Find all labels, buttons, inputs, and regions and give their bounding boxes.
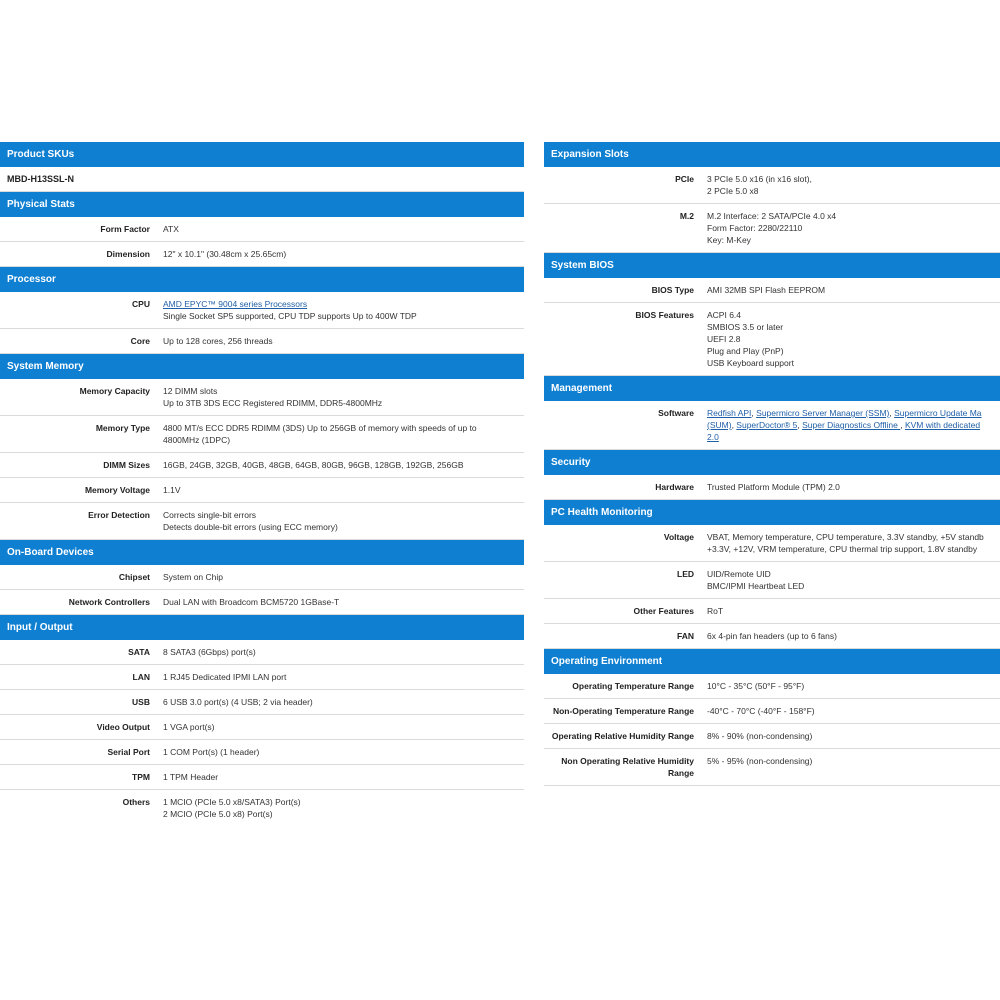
spec-label: Non-Operating Temperature Range [552, 706, 694, 716]
spec-value [150, 329, 273, 353]
spec-value-line: 5% - 95% (non-condensing) [707, 756, 813, 766]
spec-label: Chipset [118, 572, 150, 582]
spec-value [694, 562, 804, 598]
spec-label: Network Controllers [68, 597, 150, 607]
spec-row-sata [0, 640, 524, 665]
spec-row-voltage [544, 525, 1000, 562]
spec-value-line: ATX [163, 224, 179, 234]
spec-label: Operating Relative Humidity Range [551, 731, 694, 741]
spec-value-line: Up to 3TB 3DS ECC Registered RDIMM, DDR5-4800MHz [163, 398, 383, 408]
spec-label: FAN [677, 631, 694, 641]
spec-label: Memory Voltage [84, 485, 150, 495]
spec-row-network-controllers [0, 590, 524, 615]
spec-row-bios-features [544, 303, 1000, 376]
spec-value-line: 1 COM Port(s) (1 header) [163, 747, 260, 757]
spec-row-memory-voltage [0, 478, 524, 503]
separator-text: , [900, 420, 905, 430]
spec-value [150, 590, 339, 614]
separator-text: , [889, 408, 895, 418]
section-header-product-skus: Product SKUs [0, 142, 524, 167]
spec-value-line: SMBIOS 3.5 or later [707, 322, 784, 332]
spec-value [694, 401, 982, 449]
spec-value-line: Form Factor: 2280/22110 [707, 223, 803, 233]
spec-value [150, 565, 223, 589]
spec-label: Software [658, 408, 694, 418]
spec-label: Non Operating Relative Humidity Range [561, 756, 694, 778]
section-header-processor: Processor [0, 267, 524, 292]
spec-value [150, 665, 286, 689]
spec-value [694, 749, 812, 785]
spec-value-line: Up to 128 cores, 256 threads [163, 336, 273, 346]
spec-row-dimm-sizes [0, 453, 524, 478]
spec-value [150, 765, 218, 789]
spec-label: DIMM Sizes [103, 460, 150, 470]
section-header-physical-stats: Physical Stats [0, 192, 524, 217]
spec-value-line: 16GB, 24GB, 32GB, 40GB, 48GB, 64GB, 80GB, 96GB, 128GB, 192GB, 256GB [163, 460, 464, 470]
spec-value [150, 453, 464, 477]
spec-value [150, 416, 477, 452]
spec-row-fan [544, 624, 1000, 649]
section-header-operating-environment: Operating Environment [544, 649, 1000, 674]
spec-value [694, 599, 723, 623]
spec-label: Memory Type [95, 423, 150, 433]
software-link[interactable]: Redfish API [707, 408, 752, 418]
spec-row-video-output [0, 715, 524, 740]
software-link[interactable]: (SUM) [707, 420, 732, 430]
spec-value-line: 6 USB 3.0 port(s) (4 USB; 2 via header) [163, 697, 313, 707]
spec-value [150, 740, 259, 764]
spec-value [150, 503, 338, 539]
spec-row-non-operating-relative-humidity-range [544, 749, 1000, 786]
spec-row-core [0, 329, 524, 354]
spec-value-line: 12 DIMM slots [163, 386, 218, 396]
spec-row-lan [0, 665, 524, 690]
right-spec-column [544, 142, 1000, 786]
spec-value-line: UID/Remote UID [707, 569, 771, 579]
spec-value-line: Plug and Play (PnP) [707, 346, 784, 356]
spec-row-led [544, 562, 1000, 599]
spec-value-line: 8 SATA3 (6Gbps) port(s) [163, 647, 256, 657]
separator-text: , [731, 420, 737, 430]
spec-value [150, 242, 286, 266]
spec-value-line [707, 407, 982, 419]
software-link[interactable]: Super Diagnostics Offline [802, 420, 901, 430]
spec-value [694, 624, 837, 648]
spec-row-memory-type [0, 416, 524, 453]
spec-value-line: AMI 32MB SPI Flash EEPROM [707, 285, 826, 295]
spec-value-line: 2 MCIO (PCIe 5.0 x8) Port(s) [163, 809, 273, 819]
spec-value [150, 690, 313, 714]
spec-value-line: 6x 4-pin fan headers (up to 6 fans) [707, 631, 837, 641]
spec-row-others [0, 790, 524, 826]
spec-row-non-operating-temperature-range [544, 699, 1000, 724]
spec-value [694, 204, 836, 252]
spec-value-line: Dual LAN with Broadcom BCM5720 1GBase-T [163, 597, 340, 607]
spec-value-line: 12" x 10.1" (30.48cm x 25.65cm) [163, 249, 287, 259]
spec-label: Others [122, 797, 150, 807]
section-header-security: Security [544, 450, 1000, 475]
spec-label: Memory Capacity [79, 386, 150, 396]
spec-value [694, 525, 984, 561]
spec-value-line: M.2 Interface: 2 SATA/PCIe 4.0 x4 [707, 211, 837, 221]
spec-label: TPM [132, 772, 150, 782]
spec-value-line: 4800 MT/s ECC DDR5 RDIMM (3DS) Up to 256GB of memory with speeds of up to [163, 423, 477, 433]
spec-value-line: Key: M-Key [707, 235, 751, 245]
spec-value [694, 278, 825, 302]
spec-value-line: USB Keyboard support [707, 358, 794, 368]
spec-label: BIOS Type [651, 285, 694, 295]
spec-row-memory-capacity [0, 379, 524, 416]
spec-row-operating-temperature-range [544, 674, 1000, 699]
spec-row-operating-relative-humidity-range [544, 724, 1000, 749]
software-link[interactable]: Supermicro Update Ma [894, 408, 982, 418]
software-link[interactable]: Supermicro Server Manager (SSM) [756, 408, 890, 418]
spec-value [150, 790, 301, 826]
spec-row-serial-port [0, 740, 524, 765]
spec-value-line: System on Chip [163, 572, 223, 582]
spec-label: CPU [132, 299, 150, 309]
spec-row-error-detection [0, 503, 524, 540]
section-header-expansion-slots: Expansion Slots [544, 142, 1000, 167]
section-header-management: Management [544, 376, 1000, 401]
software-link[interactable]: KVM with dedicated [904, 420, 981, 430]
spec-label: Voltage [663, 532, 694, 542]
spec-value-line: Detects double-bit errors (using ECC memory) [163, 522, 338, 532]
spec-value-line: 1 MCIO (PCIe 5.0 x8/SATA3) Port(s) [163, 797, 301, 807]
section-header-pc-health-monitoring: PC Health Monitoring [544, 500, 1000, 525]
spec-value-line: +3.3V, +12V, VRM temperature, CPU thermal trip support, 1.8V standby [707, 544, 978, 554]
spec-row-form-factor [0, 217, 524, 242]
spec-label: Dimension [106, 249, 150, 259]
spec-value-line: -40°C - 70°C (-40°F - 158°F) [707, 706, 815, 716]
spec-value [694, 167, 812, 203]
spec-label: PCIe [675, 174, 694, 184]
spec-value-line: 1 TPM Header [163, 772, 219, 782]
spec-value-line: UEFI 2.8 [707, 334, 741, 344]
spec-label: USB [132, 697, 150, 707]
spec-label: Hardware [655, 482, 694, 492]
spec-label: Core [130, 336, 150, 346]
spec-value [150, 217, 179, 241]
spec-value-line: ACPI 6.4 [707, 310, 742, 320]
spec-value-line: 4800MHz (1DPC) [163, 435, 231, 445]
spec-label: Other Features [633, 606, 694, 616]
spec-value-line: 10°C - 35°C (50°F - 95°F) [707, 681, 805, 691]
spec-value-line: 2 PCIe 5.0 x8 [707, 186, 759, 196]
spec-label: Serial Port [107, 747, 150, 757]
spec-value-line: 1 RJ45 Dedicated IPMI LAN port [163, 672, 287, 682]
spec-value-line: Trusted Platform Module (TPM) 2.0 [707, 482, 840, 492]
software-link[interactable]: 2.0 [707, 432, 719, 442]
spec-value [150, 379, 382, 415]
spec-label: SATA [128, 647, 150, 657]
spec-label: Form Factor [100, 224, 150, 234]
spec-label: Error Detection [88, 510, 150, 520]
spec-row-software [544, 401, 1000, 450]
spec-label: M.2 [679, 211, 694, 221]
spec-value-line: 3 PCIe 5.0 x16 (in x16 slot), [707, 174, 812, 184]
spec-row-other-features [544, 599, 1000, 624]
separator-text: , [751, 408, 757, 418]
spec-label: BIOS Features [635, 310, 694, 320]
product-sku: MBD-H13SSL-N [0, 167, 524, 192]
spec-row-usb [0, 690, 524, 715]
spec-value [694, 303, 794, 375]
spec-value [694, 699, 815, 723]
spec-row-m-2 [544, 204, 1000, 253]
spec-label: Video Output [96, 722, 150, 732]
spec-label: Operating Temperature Range [572, 681, 694, 691]
spec-value [150, 715, 215, 739]
section-header-system-memory: System Memory [0, 354, 524, 379]
spec-value-line: RoT [707, 606, 724, 616]
spec-row-pcie [544, 167, 1000, 204]
section-header-input-output: Input / Output [0, 615, 524, 640]
spec-value-line: BMC/IPMI Heartbeat LED [707, 581, 805, 591]
software-link[interactable]: SuperDoctor® 5 [736, 420, 798, 430]
spec-value [694, 674, 804, 698]
spec-value-line: Corrects single-bit errors [163, 510, 257, 520]
spec-value-line: Single Socket SP5 supported, CPU TDP supports Up to 400W TDP [163, 311, 417, 321]
spec-value [694, 724, 812, 748]
spec-row-bios-type [544, 278, 1000, 303]
spec-row-tpm [0, 765, 524, 790]
spec-row-dimension [0, 242, 524, 267]
spec-value [150, 478, 181, 502]
spec-value-line: 1 VGA port(s) [163, 722, 215, 732]
separator-text: , [797, 420, 803, 430]
spec-value [150, 640, 256, 664]
spec-label: LAN [132, 672, 150, 682]
section-header-system-bios: System BIOS [544, 253, 1000, 278]
left-spec-column [0, 142, 524, 826]
section-header-on-board-devices: On-Board Devices [0, 540, 524, 565]
spec-row-cpu [0, 292, 524, 329]
spec-value [150, 292, 417, 328]
spec-value-line: 1.1V [163, 485, 181, 495]
spec-value-line: 8% - 90% (non-condensing) [707, 731, 813, 741]
spec-row-chipset [0, 565, 524, 590]
spec-value [694, 475, 840, 499]
spec-label: LED [677, 569, 694, 579]
spec-value-line [707, 431, 982, 443]
cpu-series-link[interactable]: AMD EPYC™ 9004 series Processors [163, 299, 308, 309]
spec-value-line [707, 419, 982, 431]
spec-row-hardware [544, 475, 1000, 500]
spec-value-line: VBAT, Memory temperature, CPU temperature, 3.3V standby, +5V standb [707, 532, 984, 542]
